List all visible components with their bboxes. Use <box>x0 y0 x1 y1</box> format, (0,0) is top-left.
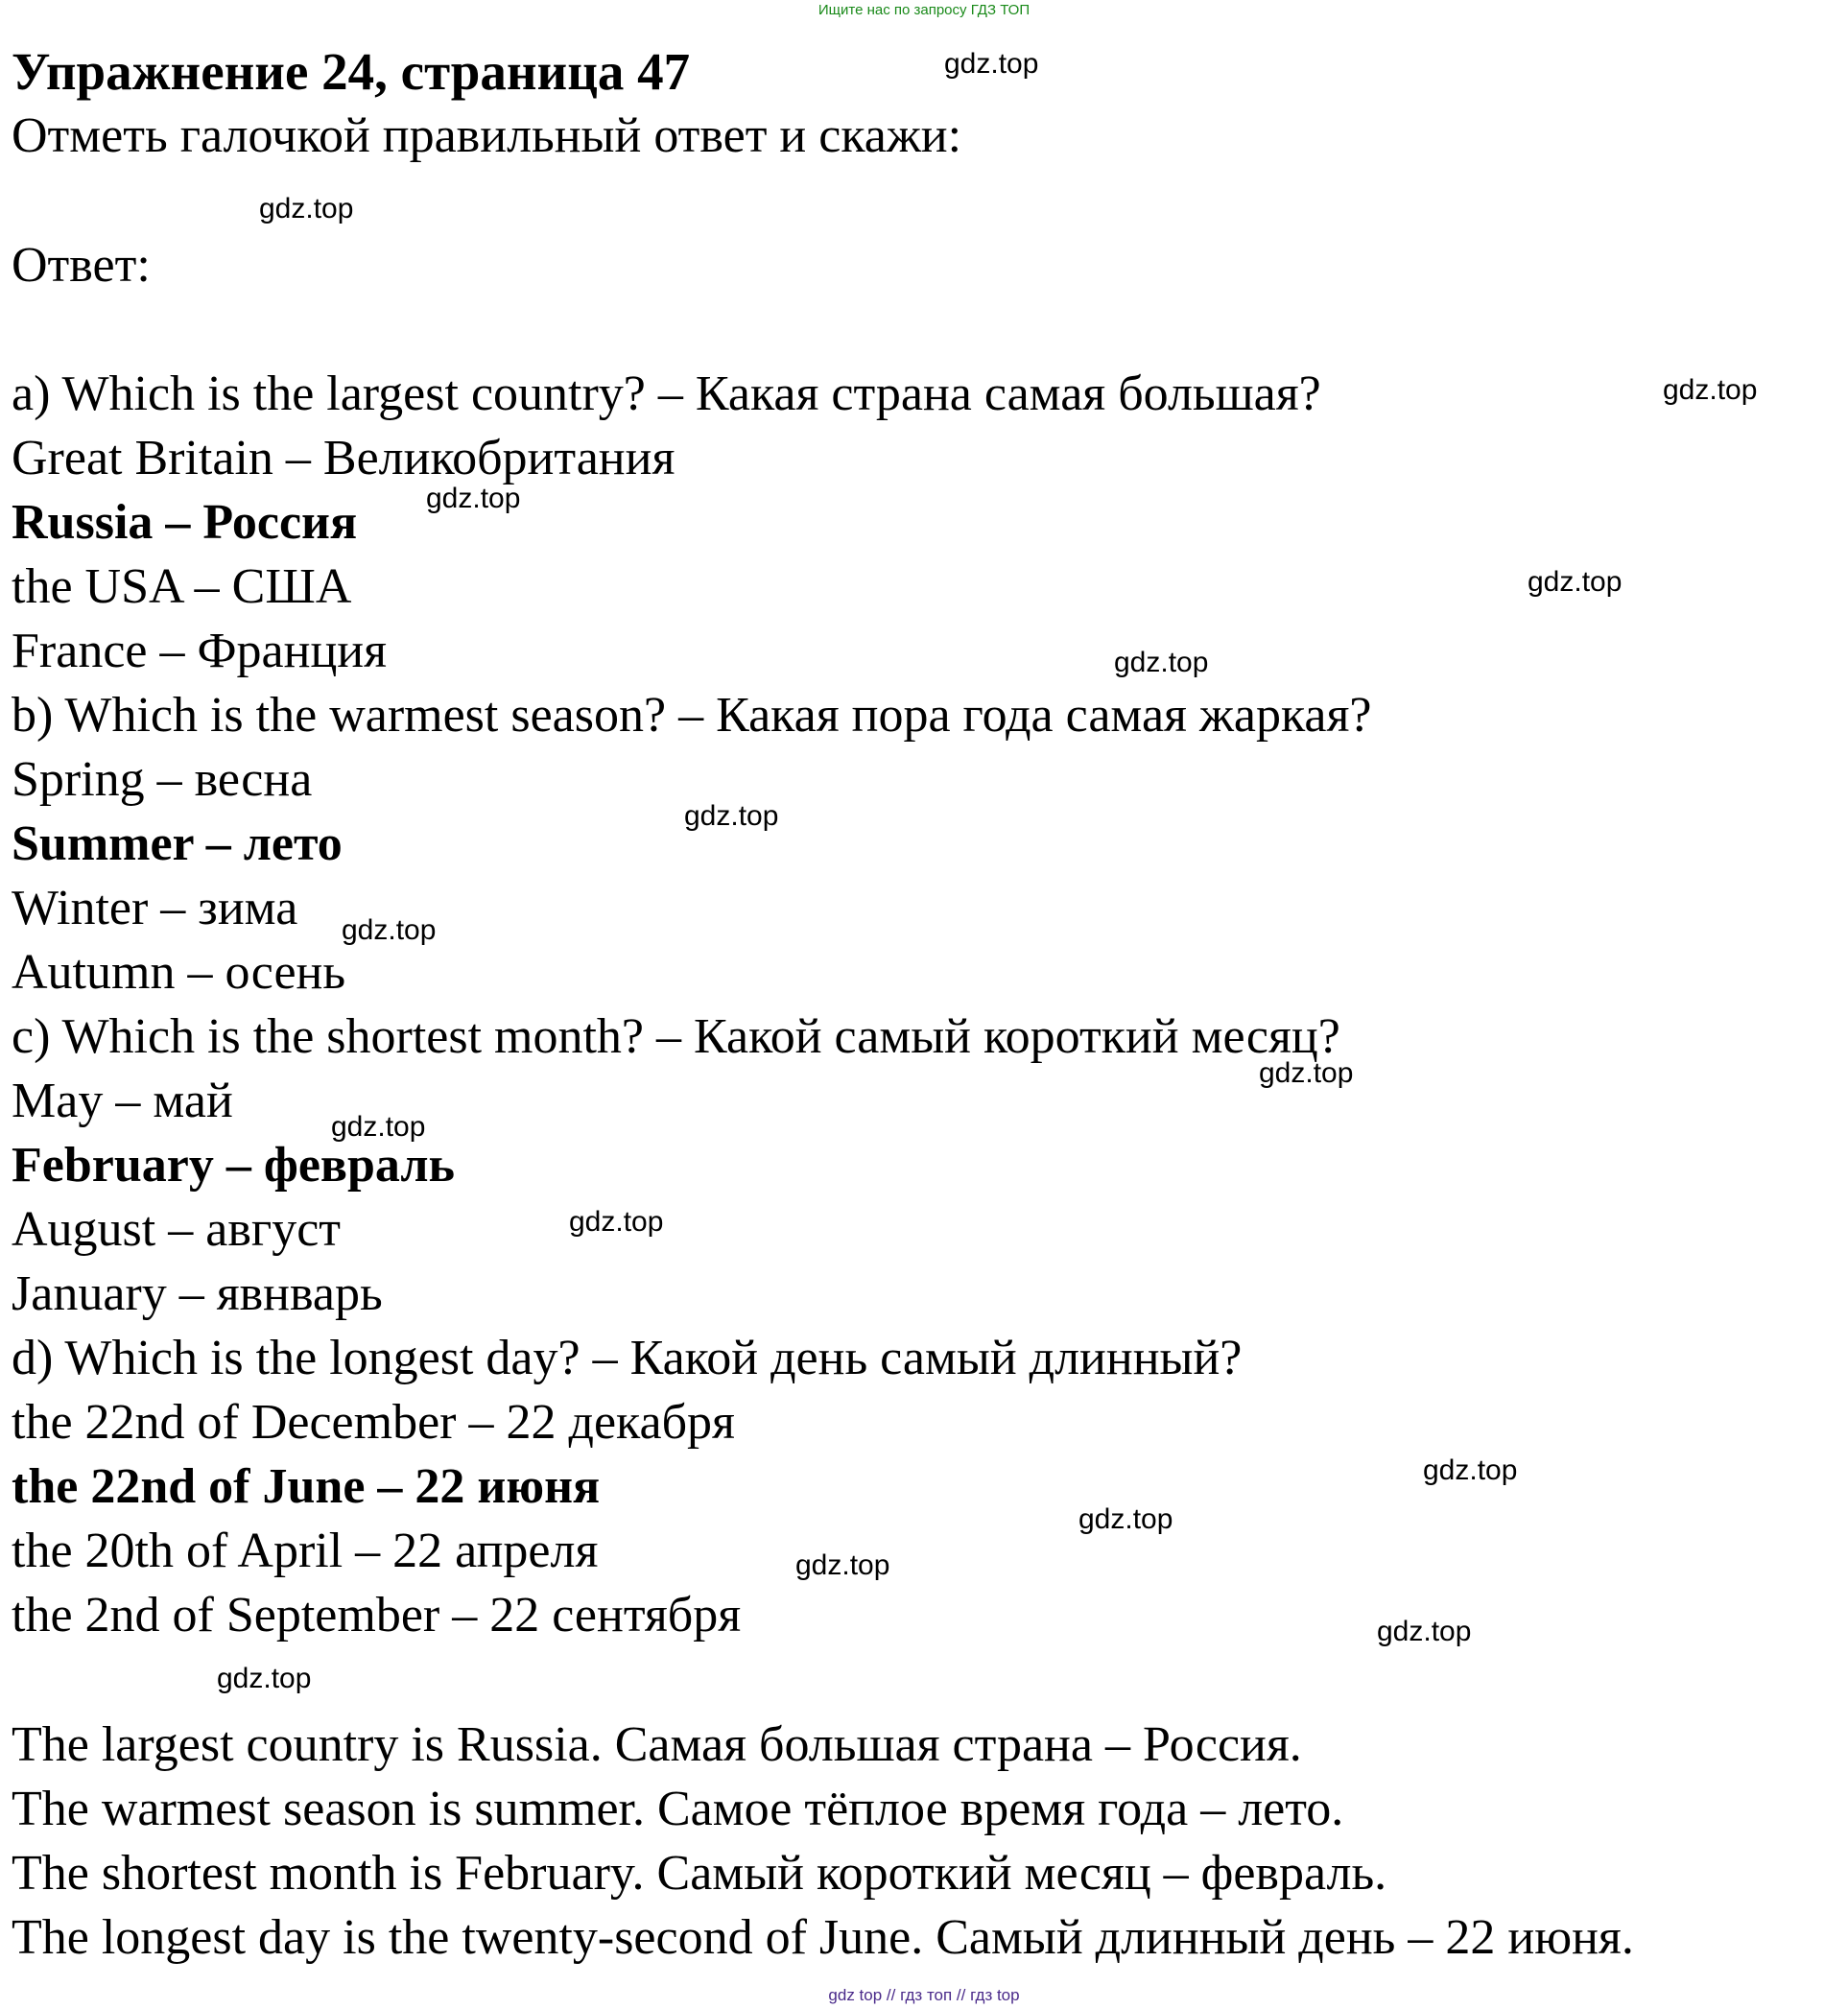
question-b: b) Which is the warmest season? – Какая пора года самая жаркая? <box>12 688 1372 743</box>
option-d-1: the 22nd of December – 22 декабря <box>12 1395 735 1450</box>
watermark: gdz.top <box>1114 647 1209 678</box>
watermark: gdz.top <box>569 1206 664 1238</box>
page-title: Упражнение 24, страница 47 <box>12 42 691 101</box>
question-d: d) Which is the longest day? – Какой день самый длинный? <box>12 1331 1243 1385</box>
option-b-3: Winter – зима <box>12 881 298 935</box>
option-b-4: Autumn – осень <box>12 945 346 1000</box>
watermark: gdz.top <box>217 1663 312 1694</box>
watermark: gdz.top <box>1259 1057 1354 1089</box>
watermark: gdz.top <box>795 1549 890 1581</box>
option-c-4: January – явнварь <box>12 1266 383 1321</box>
option-a-1: Great Britain – Великобритания <box>12 431 675 485</box>
watermark: gdz.top <box>1423 1454 1518 1486</box>
watermark: gdz.top <box>1078 1503 1173 1535</box>
conclusion-2: The warmest season is summer. Самое тёплое время года – лето. <box>12 1782 1344 1836</box>
watermark: gdz.top <box>1377 1616 1472 1647</box>
conclusion-3: The shortest month is February. Самый короткий месяц – февраль. <box>12 1846 1387 1901</box>
option-c-2-correct: February – февраль <box>12 1138 456 1193</box>
watermark: gdz.top <box>944 48 1039 80</box>
option-c-1: May – май <box>12 1074 233 1128</box>
watermark: gdz.top <box>342 914 437 946</box>
question-a: a) Which is the largest country? – Какая страна самая большая? <box>12 366 1321 421</box>
option-a-3: the USA – США <box>12 559 352 614</box>
watermark: gdz.top <box>331 1111 426 1143</box>
option-d-2-correct: the 22nd of June – 22 июня <box>12 1459 601 1514</box>
option-b-1: Spring – весна <box>12 752 313 807</box>
option-a-4: France – Франция <box>12 624 388 678</box>
answer-label: Ответ: <box>12 238 151 293</box>
question-c: c) Which is the shortest month? – Какой самый короткий месяц? <box>12 1009 1340 1064</box>
conclusion-1: The largest country is Russia. Самая большая страна – Россия. <box>12 1717 1302 1772</box>
option-d-3: the 20th of April – 22 апреля <box>12 1524 599 1578</box>
option-c-3: August – август <box>12 1202 342 1257</box>
top-banner: Ищите нас по запросу ГДЗ ТОП <box>817 2 1031 18</box>
watermark: gdz.top <box>1663 374 1758 406</box>
instruction-text: Отметь галочкой правильный ответ и скажи: <box>12 108 962 163</box>
footer-text: gdz top // гдз топ // гдз top <box>828 1986 1020 2004</box>
option-b-2-correct: Summer – лето <box>12 816 343 871</box>
watermark: gdz.top <box>684 800 779 832</box>
watermark: gdz.top <box>1528 566 1623 598</box>
option-a-2-correct: Russia – Россия <box>12 495 358 550</box>
watermark: gdz.top <box>426 483 521 514</box>
conclusion-4: The longest day is the twenty-second of June. Самый длинный день – 22 июня. <box>12 1910 1634 1965</box>
watermark: gdz.top <box>259 193 354 225</box>
option-d-4: the 2nd of September – 22 сентября <box>12 1588 742 1643</box>
